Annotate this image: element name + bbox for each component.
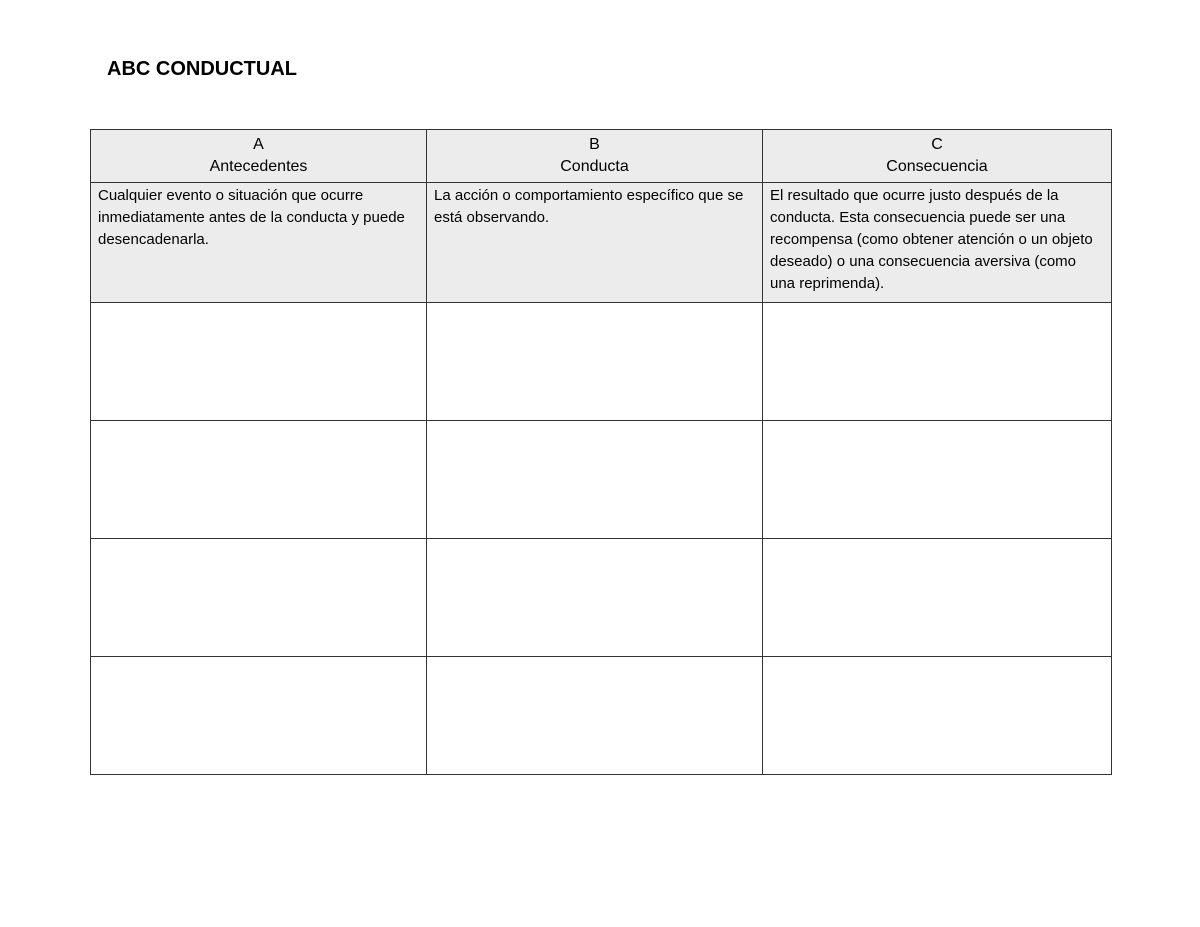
blank-cell-c[interactable] [763, 421, 1112, 539]
blank-cell-b[interactable] [427, 539, 763, 657]
blank-cell-a[interactable] [91, 421, 427, 539]
blank-cell-a[interactable] [91, 303, 427, 421]
column-header-c [763, 130, 1112, 183]
column-letter: B [589, 136, 600, 153]
table-row [91, 421, 1112, 539]
column-header-b [427, 130, 763, 183]
abc-table [90, 129, 1112, 775]
column-letter: C [931, 136, 943, 153]
description-cell-a: Cualquier evento o situación que ocurre inmediatamente antes de la conducta y puede desencadenarla. [91, 183, 427, 303]
column-letter: A [253, 136, 264, 153]
description-cell-b: La acción o comportamiento específico que se está observando. [427, 183, 763, 303]
blank-cell-b[interactable] [427, 657, 763, 775]
blank-cell-a[interactable] [91, 539, 427, 657]
column-title: Antecedentes [209, 158, 308, 175]
column-title: Consecuencia [886, 158, 988, 175]
table-row [91, 539, 1112, 657]
table-row [91, 657, 1112, 775]
table-row [91, 303, 1112, 421]
page-title: ABC CONDUCTUAL [107, 58, 297, 80]
column-header-a [91, 130, 427, 183]
description-cell-c: El resultado que ocurre justo después de la conducta. Esta consecuencia puede ser una recompensa (como obtener atención o un objeto deseado) o una consecuencia aversiva (como una reprimenda). [763, 183, 1112, 303]
blank-cell-c[interactable] [763, 657, 1112, 775]
blank-cell-c[interactable] [763, 303, 1112, 421]
column-title: Conducta [560, 158, 629, 175]
header-row [91, 130, 1112, 183]
blank-cell-b[interactable] [427, 303, 763, 421]
blank-cell-c[interactable] [763, 539, 1112, 657]
blank-cell-a[interactable] [91, 657, 427, 775]
blank-cell-b[interactable] [427, 421, 763, 539]
description-row [91, 183, 1112, 303]
